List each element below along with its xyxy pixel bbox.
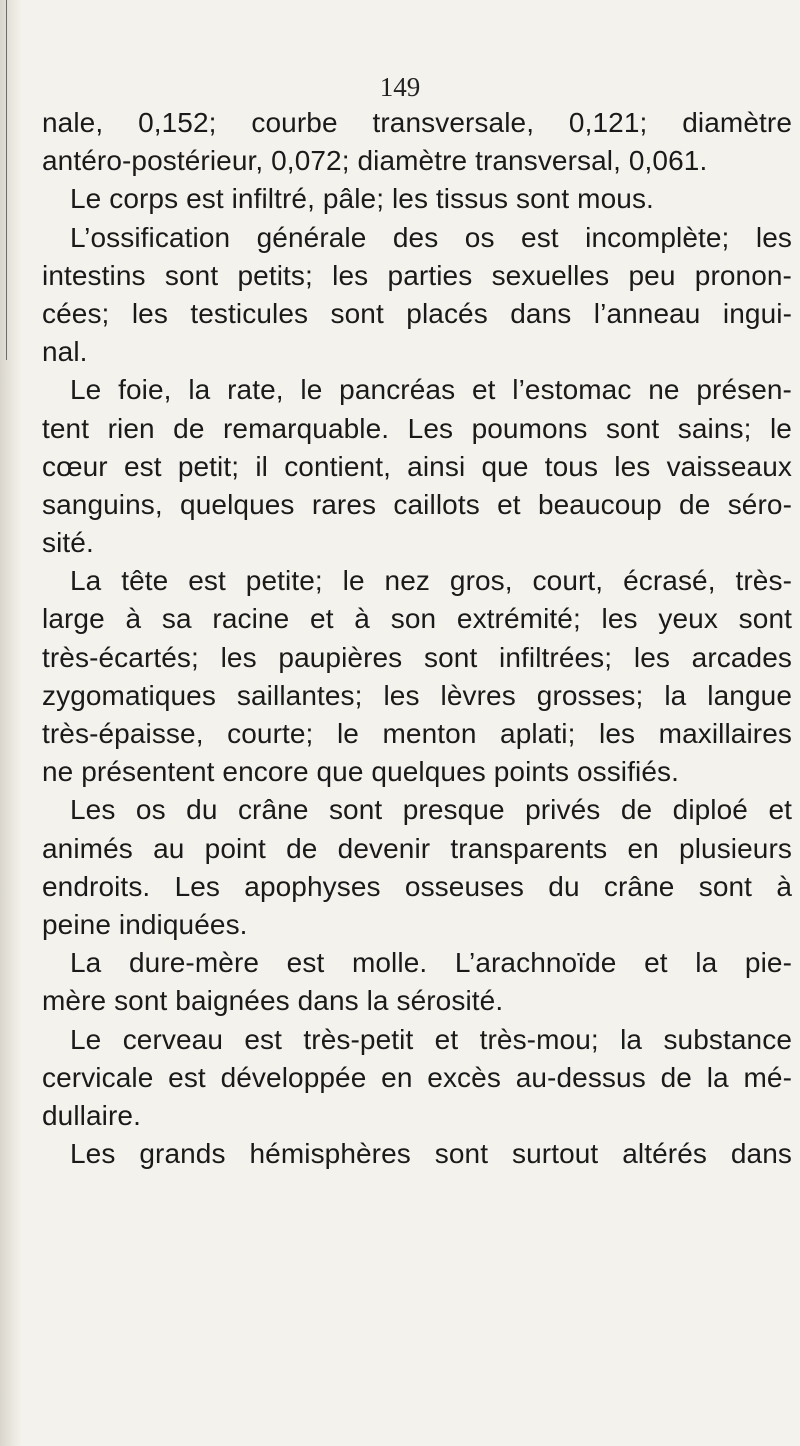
page-number: 149 <box>379 72 421 102</box>
text-line: La dure-mère est molle. L’arachnoïde et la pie- <box>70 947 792 979</box>
text-line: Le corps est infiltré, pâle; les tissus sont mous. <box>70 183 654 215</box>
text-line: Le cerveau est très-petit et très-mou; la substance <box>70 1023 792 1055</box>
text-line: cervicale est développée en excès au-dessus de la mé- <box>42 1061 792 1093</box>
body-text <box>42 104 792 1173</box>
text-line: ne présentent encore que quelques points ossifiés. <box>42 756 679 788</box>
text-line: endroits. Les apophyses osseuses du crâne sont à <box>42 870 792 902</box>
text-line: zygomatiques saillantes; les lèvres grosses; la langue <box>42 679 792 711</box>
binding-gutter-shadow <box>0 0 22 1446</box>
binding-gutter-line <box>6 0 7 360</box>
text-line: mère sont baignées dans la sérosité. <box>42 985 504 1017</box>
text-line: sité. <box>42 527 94 559</box>
text-line: nale, 0,152; courbe transversale, 0,121; diamètre <box>42 107 792 138</box>
text-line: peine indiquées. <box>42 908 248 940</box>
text-line: nal. <box>42 336 88 368</box>
text-line: cœur est petit; il contient, ainsi que tous les vaisseaux <box>42 450 792 482</box>
text-line: La tête est petite; le nez gros, court, écrasé, très- <box>70 565 792 597</box>
text-line: Les os du crâne sont presque privés de diploé et <box>70 794 792 826</box>
text-line: très-écartés; les paupières sont infiltrées; les arcades <box>42 641 792 673</box>
text-line: intestins sont petits; les parties sexuelles peu pronon- <box>42 259 792 291</box>
text-line: sanguins, quelques rares caillots et beaucoup de séro- <box>42 488 792 520</box>
text-line: très-épaisse, courte; le menton aplati; les maxillaires <box>42 718 792 749</box>
text-line: Le foie, la rate, le pancréas et l’estomac ne présen- <box>70 374 792 406</box>
text-line: cées; les testicules sont placés dans l’anneau ingui- <box>42 297 792 329</box>
text-line: tent rien de remarquable. Les poumons sont sains; le <box>42 412 792 444</box>
text-line: L’ossification générale des os est incomplète; les <box>70 221 792 253</box>
text-line: Les grands hémisphères sont surtout altérés dans <box>70 1138 792 1170</box>
text-line: animés au point de devenir transparents en plusieurs <box>42 832 792 864</box>
text-line: antéro-postérieur, 0,072; diamètre transversal, 0,061. <box>42 145 708 177</box>
text-line: dullaire. <box>42 1099 141 1131</box>
text-line: large à sa racine et à son extrémité; les yeux sont <box>42 603 792 635</box>
